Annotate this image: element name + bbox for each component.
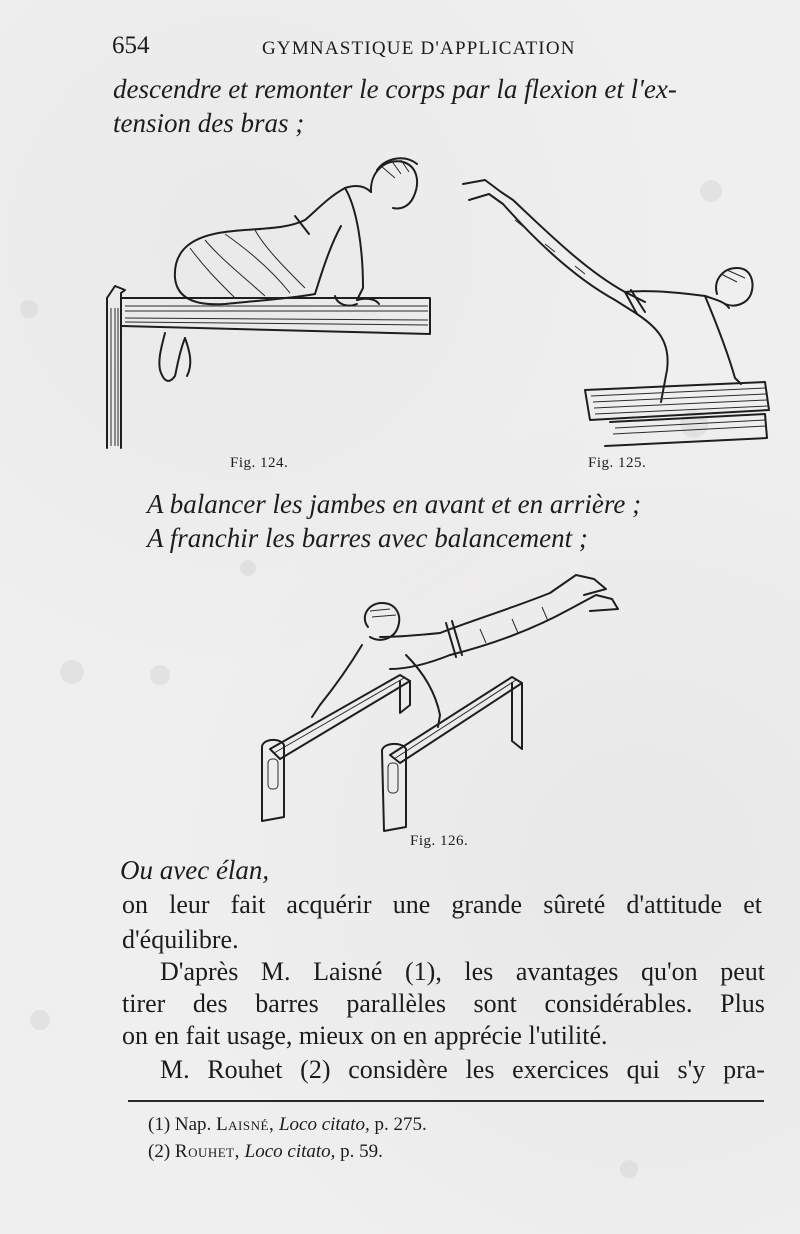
word: peut (720, 957, 765, 986)
word: parallèles (346, 989, 446, 1018)
footnote-divider (128, 1100, 764, 1102)
figure-125-illustration (455, 170, 775, 450)
figure-125-caption: Fig. 125. (588, 455, 647, 471)
footnote-work: Loco citato, (244, 1141, 336, 1162)
word: qui (626, 1055, 660, 1084)
paragraph-2-line-3: on en fait usage, mieux on en apprécie l'utilité. (122, 1021, 608, 1050)
word: sûreté (543, 890, 606, 919)
word: et (743, 890, 762, 919)
footnote-1 (148, 1114, 427, 1136)
word: M. (160, 1055, 190, 1084)
word: sont (473, 989, 517, 1018)
word: M. (260, 957, 291, 986)
word: des (192, 989, 228, 1018)
word: considère (348, 1055, 448, 1084)
footnote-work: Loco citato, (278, 1114, 370, 1135)
running-title: GYMNASTIQUE D'APPLICATION (262, 38, 576, 59)
word: leur (169, 890, 210, 919)
text-line-5: Ou avec élan, (120, 855, 270, 885)
word: qu'on (640, 957, 698, 986)
figure-126-caption: Fig. 126. (410, 833, 469, 849)
word: Plus (720, 989, 765, 1018)
text-line-1: descendre et remonter le corps par la flexion et l'ex- (113, 74, 677, 104)
footnote-2 (148, 1141, 383, 1163)
word: une (392, 890, 431, 919)
word: exercices (512, 1055, 609, 1084)
foxing-spot (620, 1160, 638, 1178)
word: avantages (515, 957, 619, 986)
word: tirer (122, 989, 166, 1018)
text-line-2: tension des bras ; (113, 108, 305, 138)
word: Laisné (313, 957, 383, 986)
paragraph-2-line-2 (122, 989, 765, 1019)
word: d'attitude (626, 890, 723, 919)
word: les (465, 1055, 495, 1084)
word: barres (255, 989, 319, 1018)
paragraph-1-line-2: d'équilibre. (122, 925, 239, 954)
footnote-author: Laisné, (216, 1114, 275, 1135)
word: pra- (723, 1055, 765, 1084)
paragraph-2-line-1 (160, 957, 765, 987)
footnote-page: p. 275. (374, 1114, 427, 1135)
foxing-spot (60, 660, 84, 684)
foxing-spot (150, 665, 170, 685)
word: acquérir (286, 890, 372, 919)
word: (1), (405, 957, 442, 986)
paragraph-1-line-1 (122, 890, 762, 920)
word: fait (230, 890, 266, 919)
text-line-3: A balancer les jambes en avant et en arrière ; (147, 489, 642, 519)
figure-124-illustration (95, 148, 455, 448)
text-line-4: A franchir les barres avec balancement ; (147, 523, 588, 553)
figure-124-caption: Fig. 124. (230, 455, 289, 471)
footnote-prefix: Nap. (174, 1114, 212, 1135)
paragraph-3-line-1 (160, 1055, 765, 1085)
word: considérables. (544, 989, 693, 1018)
word: on (122, 890, 148, 919)
footnote-number: (1) (148, 1114, 171, 1135)
footnote-author: Rouhet, (174, 1141, 240, 1162)
foxing-spot (30, 1010, 50, 1030)
figure-126-illustration (250, 565, 630, 835)
footnote-number: (2) (148, 1141, 171, 1162)
word: D'après (160, 957, 239, 986)
word: Rouhet (207, 1055, 283, 1084)
word: les (464, 957, 494, 986)
word: grande (451, 890, 523, 919)
page-number: 654 (112, 32, 150, 59)
foxing-spot (20, 300, 38, 318)
word: s'y (677, 1055, 706, 1084)
footnote-page: p. 59. (340, 1141, 383, 1162)
word: (2) (300, 1055, 331, 1084)
